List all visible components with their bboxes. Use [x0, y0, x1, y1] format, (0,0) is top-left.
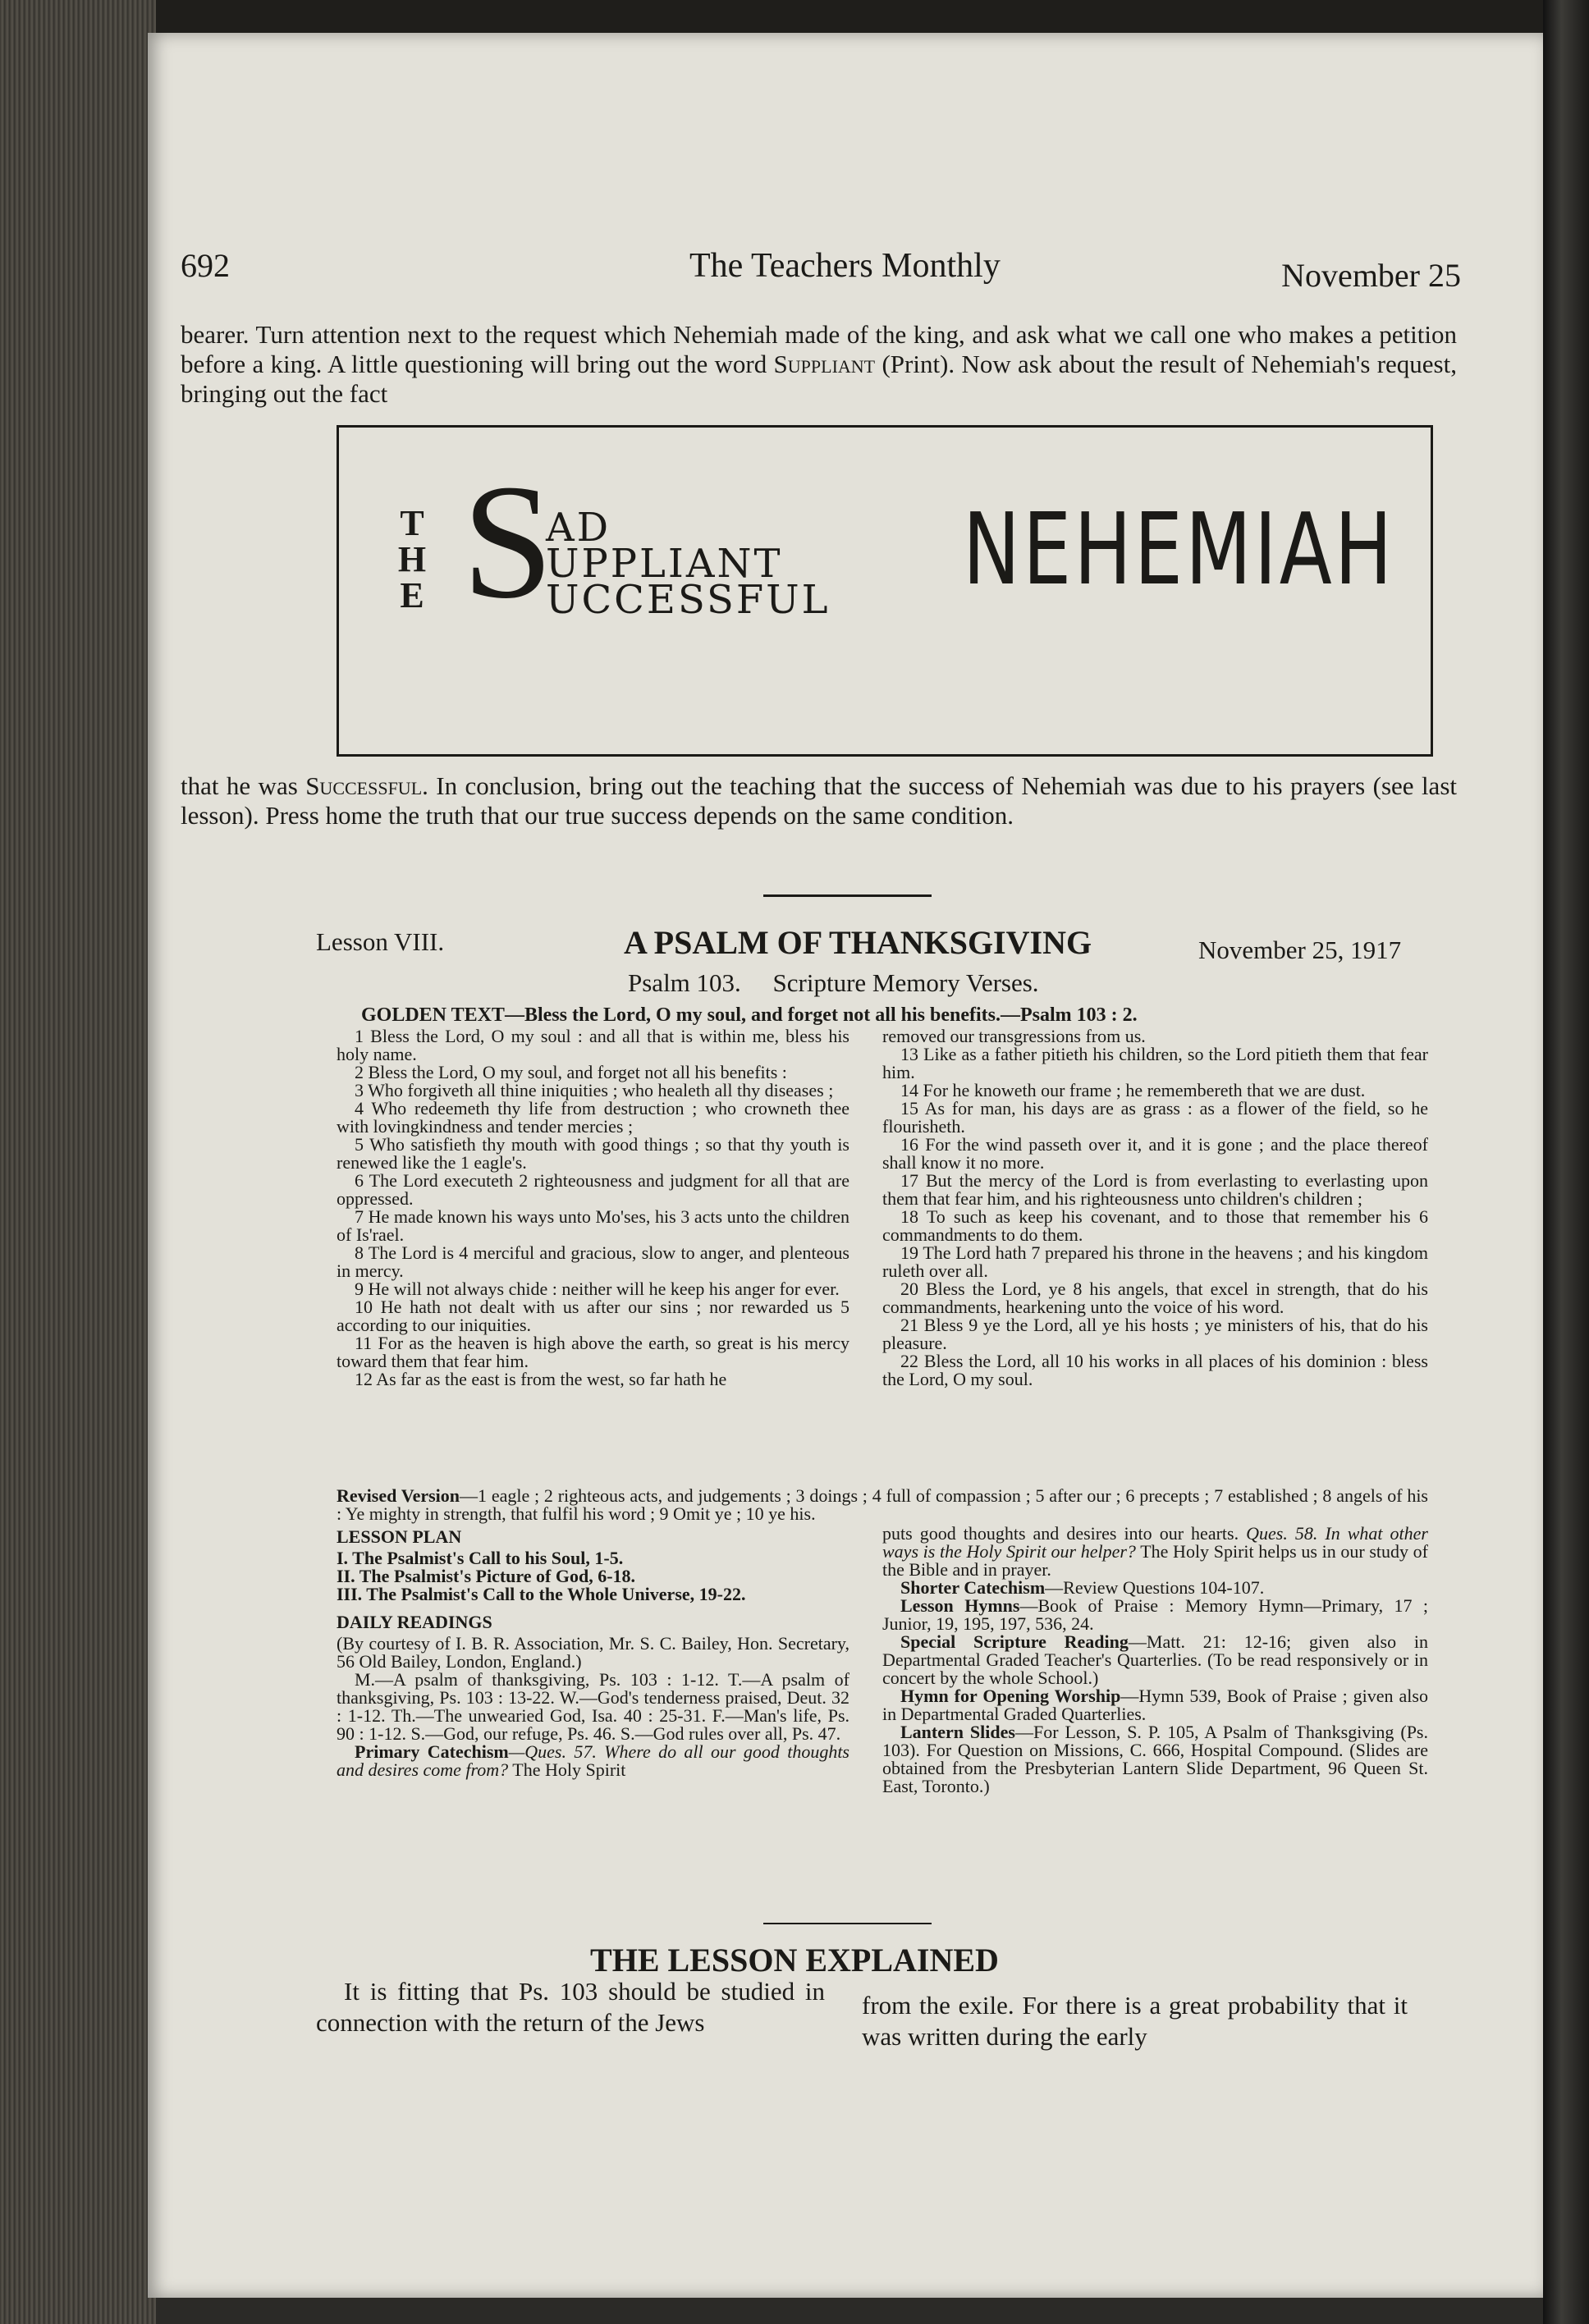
ques-58-label: Ques. 58.: [1239, 1523, 1318, 1544]
blackboard-big-letter: S: [462, 451, 554, 633]
section-divider: [763, 894, 932, 897]
primary-catechism-question: —Ques. 57. Where do all our good thoughts and desires come from?: [337, 1741, 849, 1780]
verse: 16 For the wind passeth over it, and it is gone ; and the place thereof shall know it no more.: [882, 1134, 1428, 1173]
revised-version-label: Revised Version: [337, 1485, 460, 1506]
verse: removed our transgressions from us.: [882, 1026, 1146, 1046]
conclusion-text-1: that he was: [181, 771, 306, 800]
blackboard-words: [546, 505, 831, 623]
opening-hymn-label: Hymn for Opening Worship: [900, 1686, 1121, 1706]
golden-text: GOLDEN TEXT—Bless the Lord, O my soul, and forget not all his benefits.—Psalm 103 : 2.: [361, 1004, 1138, 1026]
opening-hymn-text: —Hymn 539, Book of Praise ; given also in Departmental Graded Quarterlies.: [882, 1686, 1428, 1724]
running-head: [181, 238, 1461, 304]
intro-text-2: (Print). Now ask about the result of Nehemiah's request, bringing out the fact: [181, 350, 1457, 408]
lesson-plan-item: II. The Psalmist's Picture of God, 6-18.: [337, 1566, 636, 1586]
verse: 12 As far as the east is from the west, so far hath he: [355, 1369, 727, 1389]
ques-58-answer: The Holy Spirit helps us in our study of the Bible and in prayer.: [882, 1541, 1428, 1580]
verse: 7 He made known his ways unto Mo'ses, his 3 acts unto the children of Is'rael.: [337, 1206, 849, 1245]
conclusion-paragraph: [181, 771, 1457, 830]
lantern-slides-text: —For Lesson, S. P. 105, A Psalm of Thanksgiving (Ps. 103). For Question on Missions, C. 666, Hospital Compound. (Slides are obtained from the Presbyterian Lantern Slide Department, 96 Queen St. East, Toronto.): [882, 1722, 1428, 1796]
revised-version: [337, 1487, 1428, 1523]
blackboard-letter-h: H: [397, 539, 428, 579]
verse: 19 The Lord hath 7 prepared his throne in the heavens ; and his kingdom ruleth over all.: [882, 1242, 1428, 1281]
verse: 5 Who satisfieth thy mouth with good things ; so that thy youth is renewed like the 1 eagle's.: [337, 1134, 849, 1173]
lesson-explained-title: THE LESSON EXPLAINED: [590, 1942, 999, 1979]
lesson-date: November 25, 1917: [1198, 936, 1402, 964]
verse: 18 To such as keep his covenant, and to those that remember his 6 commandments to do them.: [882, 1206, 1428, 1245]
daily-readings-courtesy: (By courtesy of I. B. R. Association, Mr. S. C. Bailey, Hon. Secretary, 56 Old Bailey, London, England.): [337, 1633, 849, 1672]
ques-58-text: In what other ways is the Holy Spirit our helper?: [882, 1523, 1428, 1562]
verse: 1 Bless the Lord, O my soul : and all that is within me, bless his holy name.: [337, 1026, 849, 1064]
scripture-reference: Psalm 103. Scripture Memory Verses.: [628, 968, 1039, 997]
page-number: 692: [181, 247, 230, 284]
lesson-plan-item: I. The Psalmist's Call to his Soul, 1-5.: [337, 1548, 624, 1568]
blackboard-the: [396, 503, 429, 615]
lesson-title: A PSALM OF THANKSGIVING: [624, 924, 1092, 961]
lesson-plan-item: III. The Psalmist's Call to the Whole Universe, 19-22.: [337, 1584, 746, 1604]
verse: 6 The Lord executeth 2 righteousness and judgment for all that are oppressed.: [337, 1170, 849, 1209]
blackboard-letter-e: E: [400, 575, 426, 615]
primary-catechism-answer: The Holy Spirit: [508, 1759, 626, 1780]
catechism-continuation: puts good thoughts and desires into our hearts.: [882, 1523, 1239, 1544]
shorter-catechism-text: —Review Questions 104-107.: [1045, 1577, 1265, 1598]
verse: 20 Bless the Lord, ye 8 his angels, that excel in strength, that do his commandments, hearkening unto the voice of his word.: [882, 1279, 1428, 1317]
lesson-explained-left: [316, 1976, 825, 2038]
blackboard-box: [337, 425, 1433, 757]
verse: 13 Like as a father pitieth his children, so the Lord pitieth them that fear him.: [882, 1044, 1428, 1082]
verse: 9 He will not always chide : neither will he keep his anger for ever.: [355, 1279, 840, 1299]
issue-date: November 25: [1281, 257, 1461, 294]
blackboard-letter-t: T: [400, 503, 426, 543]
special-reading-label: Special Scripture Reading: [900, 1631, 1129, 1652]
conclusion-text-2: In conclusion, bring out the teaching that the success of Nehemiah was due to his prayers (see last lesson). Press home the truth that our true success depends on the same condition.: [181, 771, 1457, 830]
lesson-explained-right: [862, 1990, 1408, 2052]
verses-left-column: [337, 1027, 849, 1388]
lesson-number: Lesson VIII.: [316, 927, 445, 956]
verse: 4 Who redeemeth thy life from destruction ; who crowneth thee with lovingkindness and tender mercies ;: [337, 1098, 849, 1137]
daily-readings-heading: DAILY READINGS: [337, 1612, 492, 1632]
revised-version-text: —1 eagle ; 2 righteous acts, and judgements ; 3 doings ; 4 full of compassion ; 5 after our ; 6 precepts ; 7 established ; 8 angels of his : Ye mighty in strength, that fulfil his word ; 9 Omit ye ; 10 ye his.: [337, 1485, 1428, 1524]
lesson-aids-right: [882, 1525, 1428, 1796]
lesson-aids-left: [337, 1526, 849, 1779]
verses-right-column: [882, 1027, 1428, 1388]
verse: 17 But the mercy of the Lord is from everlasting to everlasting upon them that fear him, and his righteousness unto children's children ;: [882, 1170, 1428, 1209]
blackboard-word-sad: AD: [546, 505, 611, 551]
journal-title: The Teachers Monthly: [689, 247, 1001, 285]
lantern-slides-label: Lantern Slides: [900, 1722, 1015, 1742]
lesson-plan-heading: LESSON PLAN: [337, 1526, 462, 1547]
intro-emphasis: Suppliant: [773, 350, 876, 378]
verse: 10 He hath not dealt with us after our sins ; nor rewarded us 5 according to our iniquities.: [337, 1297, 849, 1335]
verse: 8 The Lord is 4 merciful and gracious, slow to anger, and plenteous in mercy.: [337, 1242, 849, 1281]
lesson-hymns-text: —Book of Praise : Memory Hymn—Primary, 17 ; Junior, 19, 195, 197, 536, 24.: [882, 1595, 1428, 1634]
verse: 2 Bless the Lord, O my soul, and forget not all his benefits :: [355, 1062, 787, 1082]
blackboard-word-successful: UCCESSFUL: [546, 577, 831, 623]
verse: 21 Bless 9 ye the Lord, all ye his hosts ; ye ministers of his, that do his pleasure.: [882, 1315, 1428, 1353]
verse: 11 For as the heaven is high above the earth, so great is his mercy toward them that fear him.: [337, 1333, 849, 1371]
special-reading-text: —Matt. 21: 12-16; given also in Departmental Graded Teacher's Quarterlies. (To be read responsively or in concert by the whole School.): [882, 1631, 1429, 1688]
verse: 14 For he knoweth our frame ; he remembereth that we are dust.: [900, 1080, 1366, 1100]
blackboard-name: NEHEMIAH: [963, 493, 1395, 607]
intro-paragraph: [181, 320, 1457, 409]
explained-divider: [763, 1923, 932, 1924]
blackboard-word-suppliant: UPPLIANT: [546, 541, 783, 587]
verse: 3 Who forgiveth all thine iniquities ; who healeth all thy diseases ;: [355, 1080, 834, 1100]
verse: 22 Bless the Lord, all 10 his works in all places of his dominion : bless the Lord, O my soul.: [882, 1351, 1428, 1389]
daily-readings-list: M.—A psalm of thanksgiving, Ps. 103 : 1-12. T.—A psalm of thanksgiving, Ps. 103 : 13-22. W.—God's tenderness praised, Deut. 32 : 1-12. Th.—The unwearied God, Isa. 40 : 25-31. F.—Man's life, Ps. 90 : 1-12. S.—God, our refuge, Ps. 46. S.—God rules over all, Ps. 47.: [337, 1669, 849, 1744]
lesson-hymns-label: Lesson Hymns: [900, 1595, 1020, 1616]
primary-catechism-label: Primary Catechism: [355, 1741, 509, 1762]
conclusion-emphasis: Successful.: [305, 771, 428, 800]
verse: 15 As for man, his days are as grass : as a flower of the field, so he flourisheth.: [882, 1098, 1428, 1137]
lesson-explained-text-right: from the exile. For there is a great probability that it was written during the early: [862, 1991, 1408, 2051]
intro-text-1: bearer. Turn attention next to the request which Nehemiah made of the king, and ask what we call one who makes a petition before a king. A little questioning will bring out the word: [181, 320, 1457, 378]
shorter-catechism-label: Shorter Catechism: [900, 1577, 1046, 1598]
lesson-explained-text-left: It is fitting that Ps. 103 should be studied in connection with the return of the Jews: [316, 1977, 825, 2037]
